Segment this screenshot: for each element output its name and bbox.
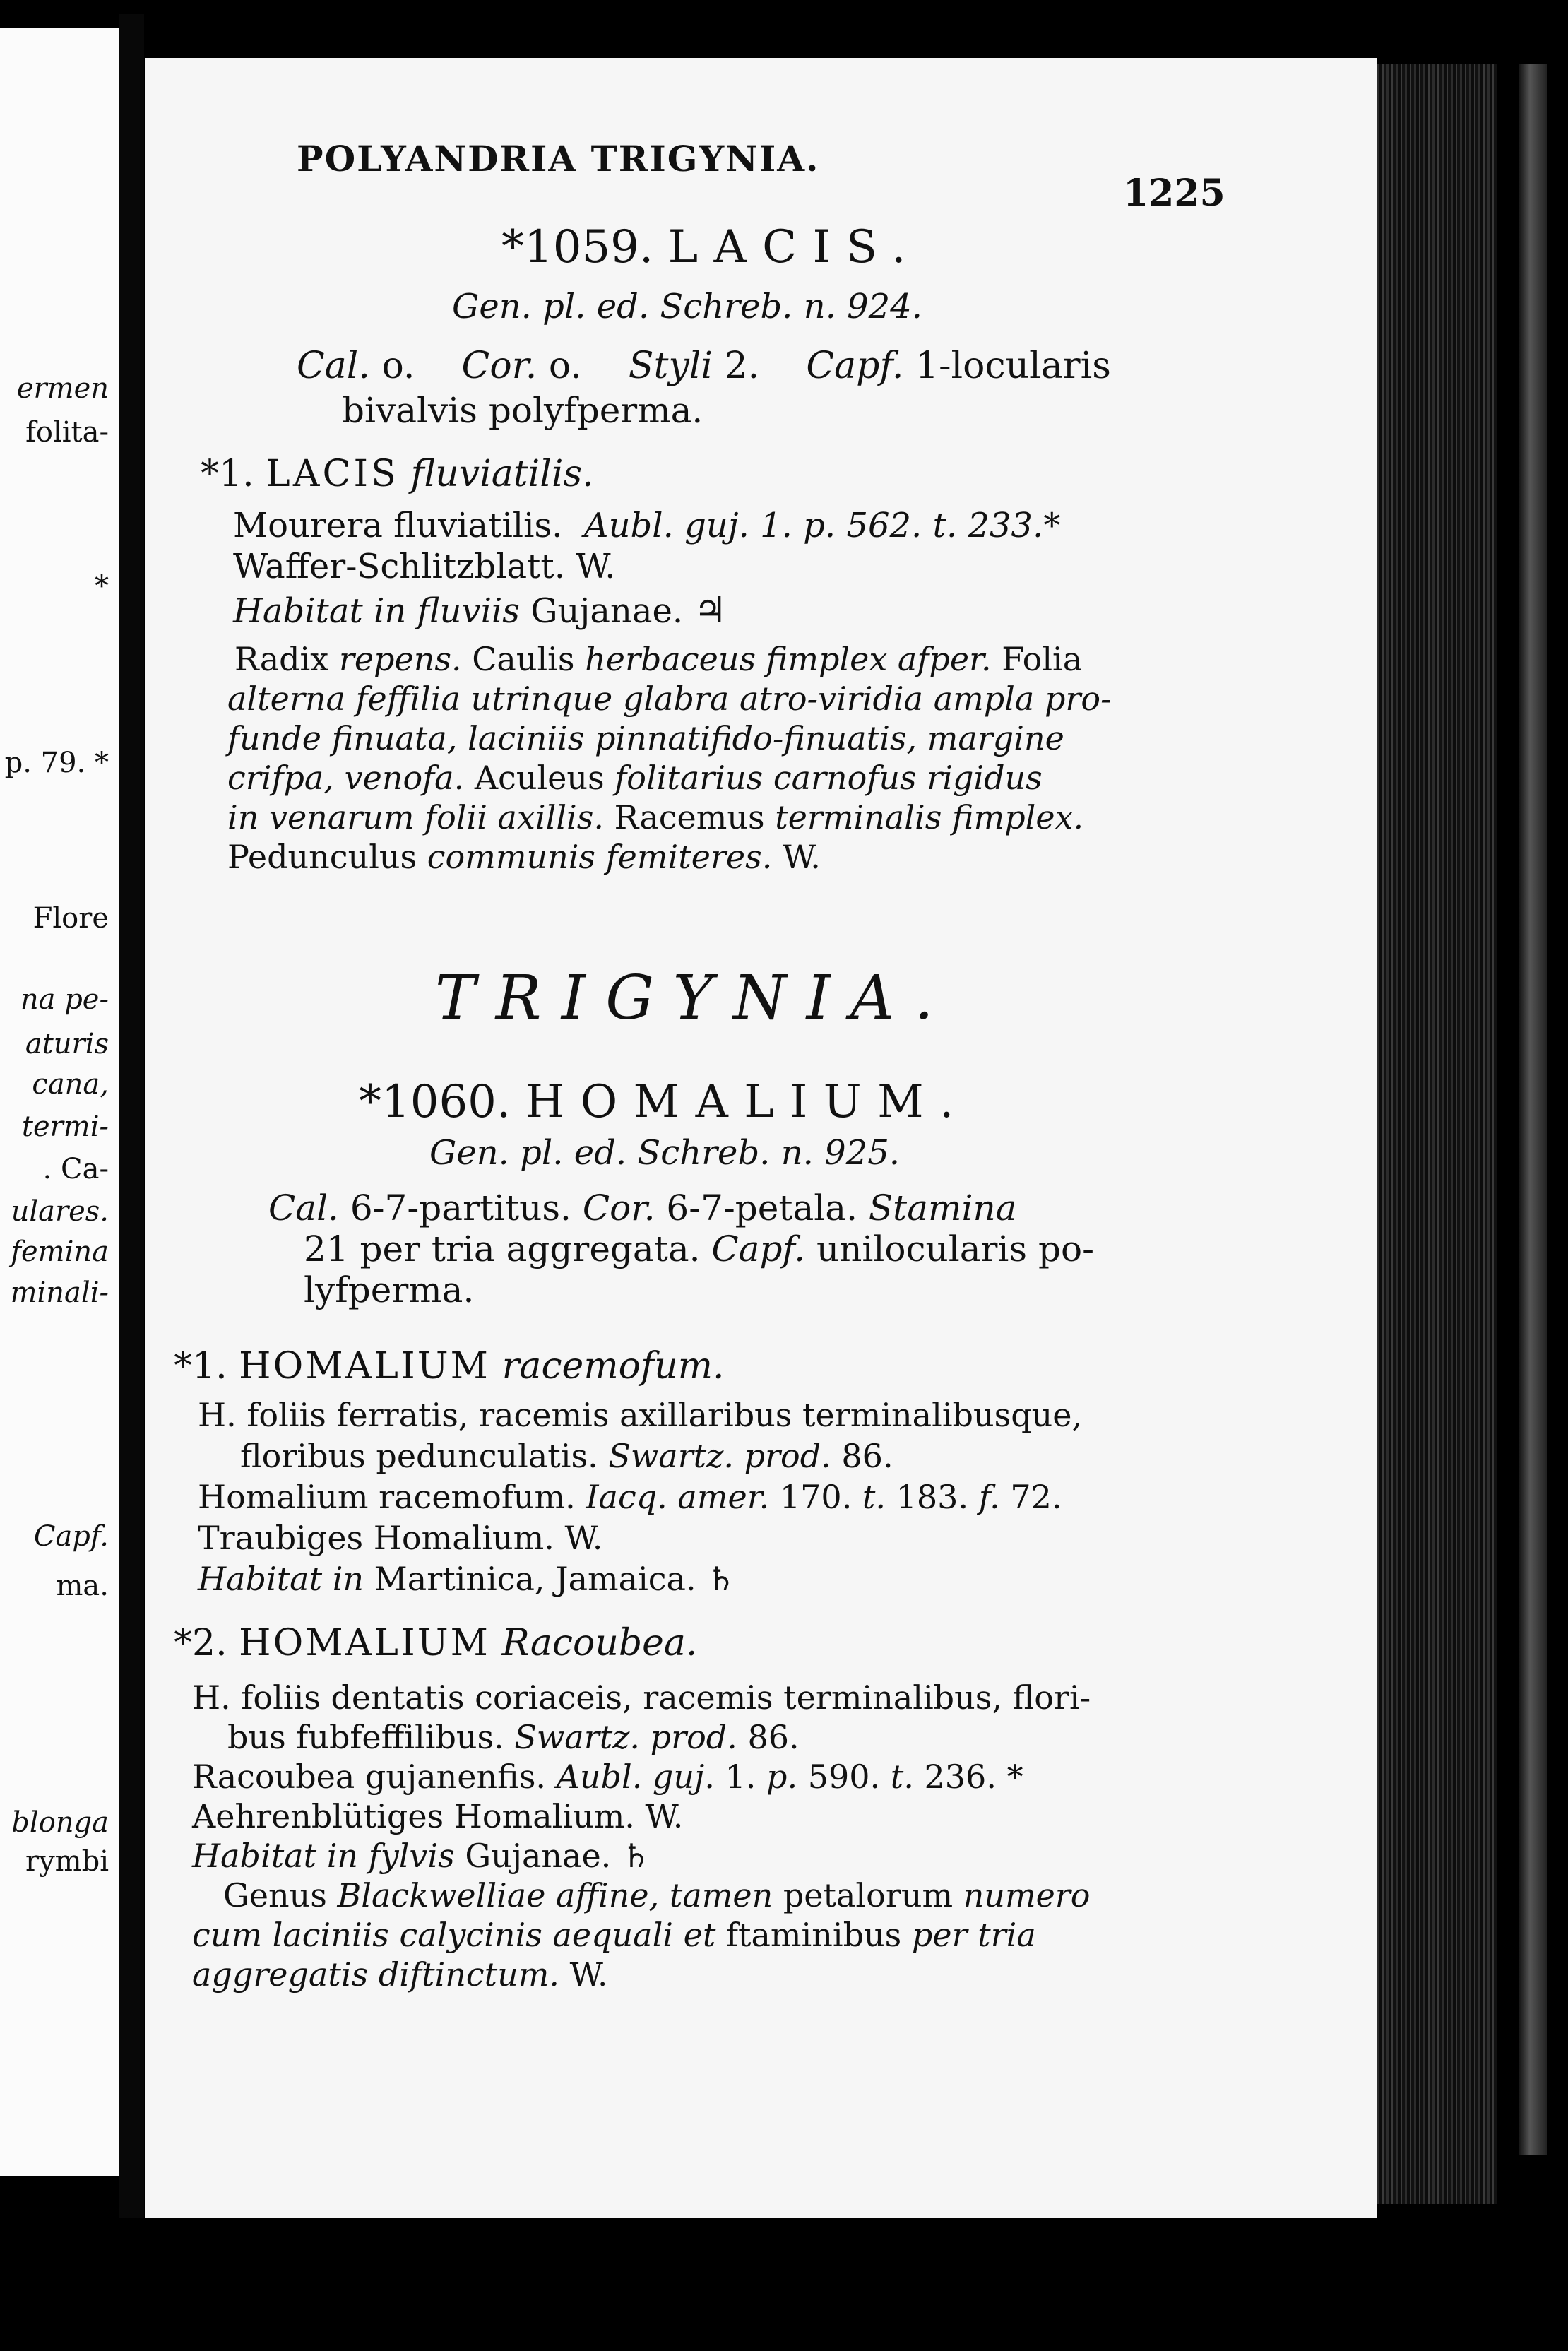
left-page-fragment: ulares. xyxy=(11,1195,109,1228)
text-segment: 6-7-partitus. xyxy=(338,1188,583,1228)
text-segment: Iacq. amer. xyxy=(586,1478,770,1516)
species-homalium-racoubea-heading: *2. HOMALIUM Racoubea. xyxy=(174,1622,698,1664)
text-line xyxy=(198,1396,1083,1434)
genus-number: *1059. xyxy=(501,221,654,273)
genus-1059-character-line-2: bivalvis polyfperma. xyxy=(342,390,703,431)
perennial-symbol: ♃ xyxy=(694,589,727,632)
text-segment: Homalium racemofum. xyxy=(198,1478,586,1516)
genus-1059-character-line-1: Cal. o. Cor. o. Styli 2. Capf. 1-locularis xyxy=(297,345,1111,387)
section-title: TRIGYNIA. xyxy=(435,963,954,1034)
left-page-fragments xyxy=(0,28,119,2176)
text-segment: numero xyxy=(963,1876,1091,1914)
page-edge xyxy=(1377,64,1497,2204)
text-segment: Aculeus xyxy=(464,759,615,797)
text-segment: Caulis xyxy=(461,640,586,678)
genus-1059-reference: Gen. pl. ed. Schreb. n. 924. xyxy=(452,287,922,326)
text-segment: Gujanae. ♄ xyxy=(454,1837,651,1875)
text-line xyxy=(227,719,1064,757)
text-line xyxy=(192,1758,1023,1796)
text-line xyxy=(304,1228,1094,1269)
text-segment: t. xyxy=(890,1758,914,1796)
lacis-habitat: Habitat in fluviis Gujanae. ♃ xyxy=(233,589,727,632)
text-line xyxy=(227,838,821,876)
genus-number: *1060. xyxy=(359,1076,511,1128)
text-line xyxy=(192,1678,1091,1717)
text-segment: t. xyxy=(862,1478,886,1516)
text-segment: herbaceus fimplex afper. xyxy=(585,640,992,678)
text-line xyxy=(227,798,1084,836)
text-segment: H. foliis ferratis, racemis axillaribus terminalibusque, xyxy=(198,1396,1083,1434)
left-page-fragment: rymbi xyxy=(25,1845,109,1878)
text-segment: Aehrenblütiges Homalium. W. xyxy=(192,1797,684,1835)
text-segment: Habitat in xyxy=(198,1560,364,1598)
page-edge-highlight xyxy=(1519,64,1547,2155)
gutter xyxy=(119,14,144,2218)
text-segment: 72. xyxy=(999,1478,1062,1516)
text-segment: p. xyxy=(766,1758,798,1796)
text-segment: 1. xyxy=(714,1758,767,1796)
running-head: POLYANDRIA TRIGYNIA. xyxy=(297,138,820,179)
left-page-fragment: Flore xyxy=(32,902,109,935)
text-segment: Capf. xyxy=(711,1228,806,1269)
left-page-fragment: termi- xyxy=(21,1111,109,1143)
text-segment: lyfperma. xyxy=(304,1269,475,1310)
text-segment: Genus xyxy=(223,1876,338,1914)
text-segment: bus fubfeffilibus. xyxy=(227,1718,515,1756)
text-line xyxy=(223,1876,1091,1914)
text-segment: ftaminibus xyxy=(715,1916,912,1954)
text-segment: 86. xyxy=(737,1718,800,1756)
left-page-fragment: minali- xyxy=(10,1277,109,1309)
text-segment: per tria xyxy=(911,1916,1036,1954)
text-segment: 236. * xyxy=(913,1758,1023,1796)
genus-name: HOMALIUM. xyxy=(525,1076,970,1128)
text-line xyxy=(192,1797,684,1835)
text-segment: Racoubea gujanenfis. xyxy=(192,1758,557,1796)
left-page-fragment: folita- xyxy=(25,416,109,449)
text-line xyxy=(227,1718,800,1756)
text-segment: communis femiteres. xyxy=(427,838,773,876)
left-page-fragment: ma. xyxy=(56,1570,109,1602)
left-page xyxy=(0,28,119,2176)
text-segment: crifpa, venofa. xyxy=(227,759,465,797)
text-line xyxy=(192,1916,1036,1954)
left-page-fragment: p. 79. * xyxy=(4,747,109,779)
lacis-vernacular: Waffer-Schlitzblatt. W. xyxy=(233,547,616,586)
text-segment: 590. xyxy=(797,1758,891,1796)
text-line xyxy=(234,640,1083,678)
genus-name: LACIS. xyxy=(667,221,922,273)
text-segment: Blackwelliae affine, tamen xyxy=(337,1876,773,1914)
left-page-fragment: Capf. xyxy=(33,1520,109,1553)
text-segment: Aubl. guj. xyxy=(556,1758,715,1796)
genus-1059-heading xyxy=(501,221,922,273)
left-page-fragment: * xyxy=(95,570,109,603)
left-page-fragment: . Ca- xyxy=(42,1153,109,1185)
text-line xyxy=(192,1837,651,1875)
text-segment: funde finuata, laciniis pinnatifido-finuatis, margine xyxy=(227,719,1064,757)
text-segment: W. xyxy=(559,1955,608,1994)
text-segment: Stamina xyxy=(868,1188,1017,1228)
text-segment: Cor. xyxy=(582,1188,655,1228)
text-segment: Martinica, Jamaica. ♄ xyxy=(364,1560,736,1598)
text-line xyxy=(198,1560,736,1598)
left-page-fragment: cana, xyxy=(32,1068,109,1101)
text-line xyxy=(198,1478,1062,1516)
text-segment: Habitat in fylvis xyxy=(192,1837,455,1875)
text-segment: 170. xyxy=(769,1478,862,1516)
text-segment: 6-7-petala. xyxy=(655,1188,869,1228)
text-segment: aggregatis diftinctum. xyxy=(192,1955,559,1994)
genus-1060-reference: Gen. pl. ed. Schreb. n. 925. xyxy=(429,1133,900,1173)
genus-1060-heading xyxy=(359,1076,970,1128)
page-number: 1225 xyxy=(1123,172,1225,215)
left-page-fragment: blonga xyxy=(11,1806,109,1839)
text-line xyxy=(240,1437,893,1475)
text-segment: Pedunculus xyxy=(227,838,427,876)
text-segment: Traubiges Homalium. W. xyxy=(198,1519,603,1557)
text-segment: cum laciniis calycinis aequali et xyxy=(192,1916,716,1954)
left-page-fragment: femina xyxy=(11,1236,109,1268)
text-segment: folitarius carnofus rigidus xyxy=(614,759,1043,797)
text-segment: Folia xyxy=(991,640,1083,678)
text-segment: 183. xyxy=(886,1478,979,1516)
species-homalium-racemosum-heading: *1. HOMALIUM racemofum. xyxy=(174,1345,725,1387)
species-lacis-fluviatilis-heading: *1. LACIS fluviatilis. xyxy=(201,453,594,495)
text-segment: floribus pedunculatis. xyxy=(240,1437,609,1475)
text-segment: Swartz. prod. xyxy=(514,1718,737,1756)
text-line xyxy=(268,1190,1016,1226)
text-segment: terminalis fimplex. xyxy=(775,798,1084,836)
text-segment: f. xyxy=(978,1478,1000,1516)
text-line xyxy=(227,759,1043,797)
text-segment: W. xyxy=(772,838,821,876)
text-segment: in venarum folii axillis. xyxy=(227,798,604,836)
text-line xyxy=(304,1269,475,1310)
text-segment: Radix xyxy=(234,640,339,678)
text-segment: unilocularis po- xyxy=(805,1228,1094,1269)
text-line xyxy=(198,1519,603,1557)
text-segment: 86. xyxy=(831,1437,893,1475)
left-page-fragment: na pe- xyxy=(20,983,109,1016)
left-page-fragment: ermen xyxy=(16,372,109,405)
text-segment: Cal. xyxy=(268,1188,339,1228)
text-segment: repens. xyxy=(338,640,462,678)
left-page-fragment: aturis xyxy=(25,1028,109,1060)
text-line xyxy=(227,680,1112,718)
text-segment: Swartz. prod. xyxy=(608,1437,831,1475)
text-line xyxy=(192,1955,608,1994)
text-segment: H. foliis dentatis coriaceis, racemis terminalibus, flori- xyxy=(192,1678,1091,1717)
lacis-synonym: Mourera fluviatilis. Aubl. guj. 1. p. 562. t. 233.* xyxy=(233,506,1061,545)
text-segment: petalorum xyxy=(773,1876,963,1914)
text-segment: 21 per tria aggregata. xyxy=(304,1228,712,1269)
text-segment: Racemus xyxy=(604,798,776,836)
text-segment: alterna feffilia utrinque glabra atro-viridia ampla pro- xyxy=(227,680,1112,718)
